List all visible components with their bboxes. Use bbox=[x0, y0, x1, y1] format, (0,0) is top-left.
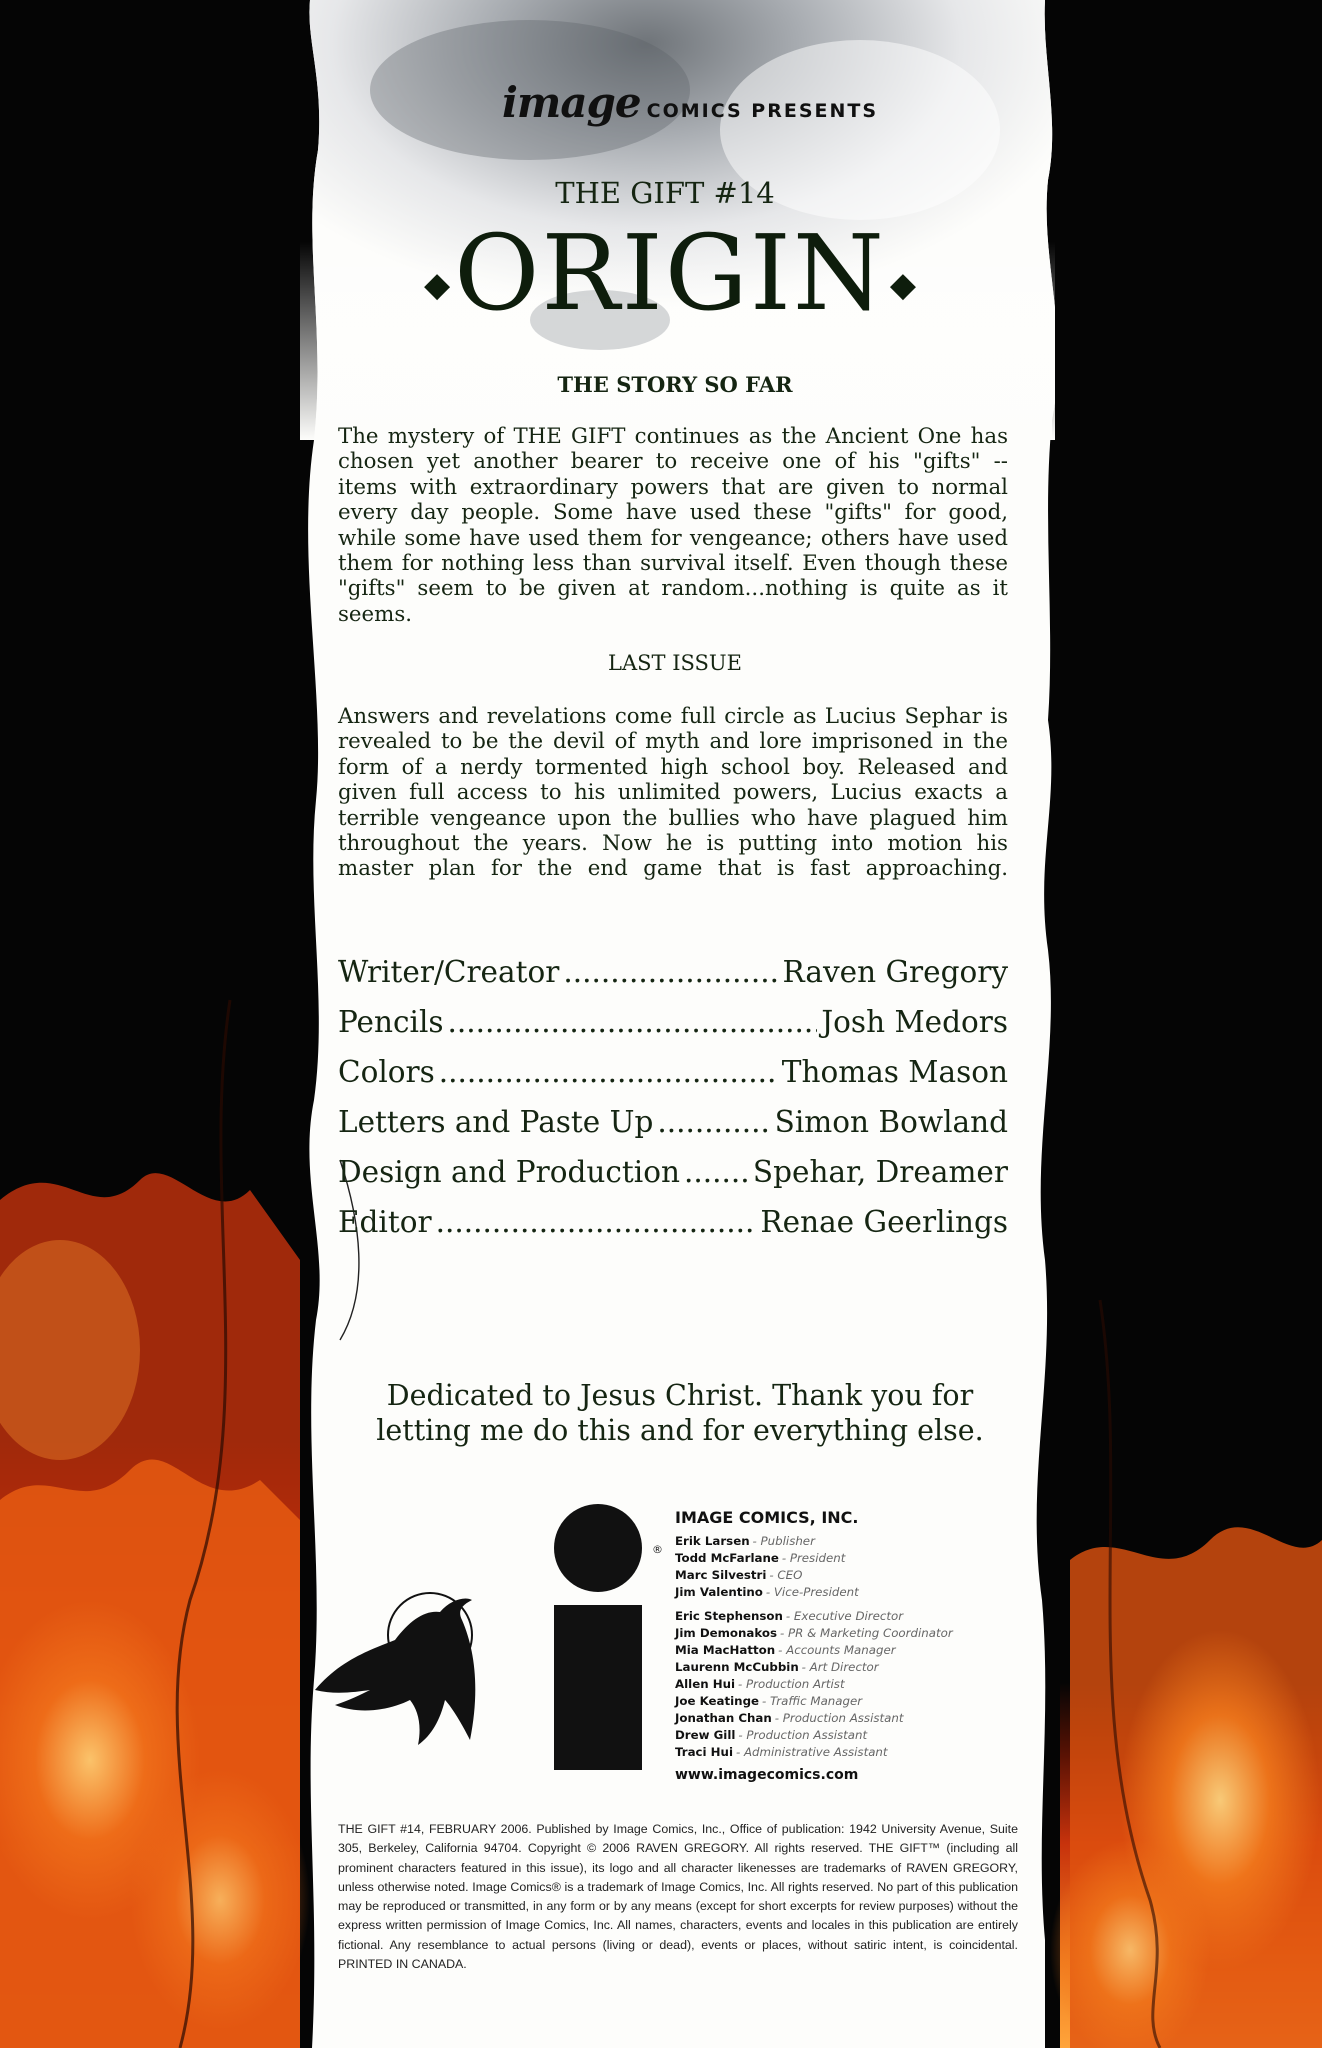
right-fire-art bbox=[1040, 0, 1322, 2048]
credit-name: Josh Medors bbox=[821, 1005, 1008, 1039]
publisher-staff-list bbox=[675, 1508, 1045, 1783]
staff-role: - Vice-President bbox=[765, 1585, 859, 1599]
staff-row bbox=[675, 1550, 1045, 1567]
staff-role: - Accounts Manager bbox=[778, 1643, 896, 1657]
staff-name: Jim Demonakos bbox=[675, 1626, 778, 1640]
left-fire-border bbox=[0, 0, 320, 2048]
staff-name: Drew Gill bbox=[675, 1728, 736, 1742]
credit-name: Thomas Mason bbox=[781, 1055, 1008, 1089]
origin-title-row bbox=[370, 212, 970, 334]
last-issue-heading: LAST ISSUE bbox=[608, 651, 742, 675]
staff-role: - Production Assistant bbox=[738, 1728, 868, 1742]
credit-role: Pencils bbox=[338, 1005, 444, 1039]
dedication-line: Dedicated to Jesus Christ. Thank you for bbox=[386, 1379, 974, 1412]
credit-row bbox=[338, 1205, 1008, 1243]
credit-name: Renae Geerlings bbox=[760, 1205, 1008, 1239]
staff-row bbox=[675, 1693, 1045, 1710]
publisher-heading: IMAGE COMICS, INC. bbox=[675, 1508, 859, 1527]
diamond-ornament-icon: ◆ bbox=[423, 267, 451, 305]
staff-role: - Publisher bbox=[752, 1534, 815, 1548]
staff-name: Todd McFarlane bbox=[675, 1551, 779, 1565]
staff-row bbox=[675, 1727, 1045, 1744]
brand-presents: COMICS PRESENTS bbox=[646, 100, 879, 122]
staff-role: - PR & Marketing Coordinator bbox=[780, 1626, 953, 1640]
staff-row bbox=[675, 1676, 1045, 1693]
staff-row bbox=[675, 1659, 1045, 1676]
staff-row bbox=[675, 1608, 1045, 1625]
staff-name: Erik Larsen bbox=[675, 1534, 750, 1548]
credit-role: Editor bbox=[338, 1205, 432, 1239]
credit-name: Spehar, Dreamer bbox=[752, 1155, 1008, 1189]
staff-name: Mia MacHatton bbox=[675, 1643, 776, 1657]
staff-role: - President bbox=[781, 1551, 846, 1565]
staff-row bbox=[675, 1744, 1045, 1761]
staff-row bbox=[675, 1567, 1045, 1584]
staff-role: - Production Assistant bbox=[774, 1711, 904, 1725]
legal-indicia: THE GIFT #14, FEBRUARY 2006. Published by Image Comics, Inc., Office of publication: 1942 University Avenue, Suite 305, Berkeley, California 94704. Copyright © 2006 RAVEN GREGORY. All rights reserved. THE GIFT™ (including all prominent characters featured in this issue), its logo and all character likenesses are trademarks of RAVEN GREGORY, unless otherwise noted. Image Comics® is a trademark of Image Comics, Inc. All rights reserved. No part of this publication may be reproduced or transmitted, in any form or by any means (except for short excerpts for review purposes) without the express written permission of Image Comics, Inc. All names, characters, events and locales in this publication are entirely fictional. Any resemblance to actual persons (living or dead), events or places, without satiric intent, is coincidental. PRINTED IN CANADA. bbox=[338, 1822, 1018, 1972]
image-logo-text: image bbox=[501, 78, 641, 127]
staff-role: - Administrative Assistant bbox=[735, 1745, 888, 1759]
credit-name: Raven Gregory bbox=[782, 955, 1008, 989]
staff-row bbox=[675, 1584, 1045, 1601]
staff-name: Eric Stephenson bbox=[675, 1609, 783, 1623]
page-title: ORIGIN bbox=[454, 212, 886, 334]
website-link[interactable]: www.imagecomics.com bbox=[675, 1767, 859, 1783]
credit-row bbox=[338, 955, 1008, 993]
staff-name: Allen Hui bbox=[675, 1677, 736, 1691]
right-fire-border bbox=[1040, 0, 1322, 2048]
credit-row bbox=[338, 1055, 1008, 1093]
registered-mark: ® bbox=[652, 1543, 663, 1556]
story-so-far-heading: THE STORY SO FAR bbox=[557, 372, 793, 397]
staff-role: - Executive Director bbox=[785, 1609, 904, 1623]
staff-name: Jim Valentino bbox=[675, 1585, 763, 1599]
left-fire-art bbox=[0, 0, 320, 2048]
brand-line bbox=[460, 78, 920, 127]
staff-name: Joe Keatinge bbox=[675, 1694, 760, 1708]
credit-role: Letters and Paste Up bbox=[338, 1105, 654, 1139]
staff-role: - Art Director bbox=[801, 1660, 879, 1674]
staff-row bbox=[675, 1642, 1045, 1659]
credit-role: Colors bbox=[338, 1055, 435, 1089]
credit-row bbox=[338, 1155, 1008, 1193]
dedication bbox=[300, 1378, 1060, 1448]
staff-role: - CEO bbox=[769, 1568, 803, 1582]
staff-name: Marc Silvestri bbox=[675, 1568, 767, 1582]
diamond-ornament-icon: ◆ bbox=[889, 267, 917, 305]
staff-row bbox=[675, 1710, 1045, 1727]
issue-title: THE GIFT #14 bbox=[555, 176, 775, 210]
staff-row bbox=[675, 1533, 1045, 1550]
staff-role: - Traffic Manager bbox=[761, 1694, 863, 1708]
last-issue-body: Answers and revelations come full circle as Lucius Sephar is revealed to be the devil of myth and lore imprisoned in the form of a nerdy tormented high school boy. Released and given full access to his unlimited powers, Lucius exacts a terrible vengeance upon the bullies who have plagued him throughout the years. Now he is putting into motion his master plan for the end game that is fast approaching. bbox=[338, 704, 1008, 882]
credit-role: Design and Production bbox=[338, 1155, 680, 1189]
credit-name: Simon Bowland bbox=[774, 1105, 1008, 1139]
credit-role: Writer/Creator bbox=[338, 955, 560, 989]
staff-row bbox=[675, 1625, 1045, 1642]
credit-row bbox=[338, 1005, 1008, 1043]
dedication-line: letting me do this and for everything else. bbox=[376, 1414, 984, 1447]
staff-name: Traci Hui bbox=[675, 1745, 733, 1759]
content-panel bbox=[300, 0, 1055, 2048]
staff-name: Laurenn McCubbin bbox=[675, 1660, 799, 1674]
staff-name: Jonathan Chan bbox=[675, 1711, 772, 1725]
staff-role: - Production Artist bbox=[738, 1677, 845, 1691]
story-so-far-body: The mystery of THE GIFT continues as the Ancient One has chosen yet another bearer to receive one of his "gifts" -- items with extraordinary powers that are given to normal every day people. Some have used these "gifts" for good, while some have used them for vengeance; others have used them for nothing less than survival itself. Even though these "gifts" seem to be given at random...nothing is quite as it seems. bbox=[338, 424, 1008, 627]
credit-row bbox=[338, 1105, 1008, 1143]
